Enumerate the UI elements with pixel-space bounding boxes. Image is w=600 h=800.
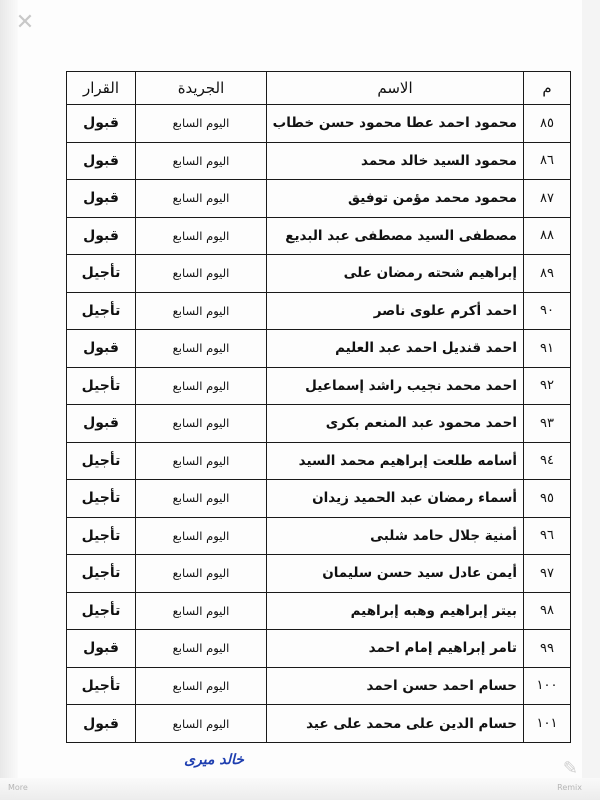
row-decision: تأجيل	[67, 592, 136, 630]
row-newspaper: اليوم السابع	[136, 592, 267, 630]
pencil-icon[interactable]: ✎	[562, 758, 578, 779]
row-newspaper: اليوم السابع	[136, 255, 267, 293]
table-body	[67, 105, 571, 743]
row-name: محمود احمد عطا محمود حسن خطاب	[267, 105, 524, 143]
row-decision: تأجيل	[67, 480, 136, 518]
row-decision: قبول	[67, 405, 136, 443]
table-row	[67, 292, 571, 330]
row-name: أسماء رمضان عبد الحميد زيدان	[267, 480, 524, 518]
table-row	[67, 517, 571, 555]
row-newspaper: اليوم السابع	[136, 667, 267, 705]
table-row	[67, 592, 571, 630]
row-decision: قبول	[67, 630, 136, 668]
table-row	[67, 480, 571, 518]
row-number: ٨٥	[524, 105, 571, 143]
row-newspaper: اليوم السابع	[136, 367, 267, 405]
table-row	[67, 142, 571, 180]
row-newspaper: اليوم السابع	[136, 705, 267, 743]
row-decision: قبول	[67, 142, 136, 180]
more-button[interactable]: More	[8, 783, 28, 792]
row-newspaper: اليوم السابع	[136, 442, 267, 480]
row-name: حسام احمد حسن احمد	[267, 667, 524, 705]
row-number: ٩٣	[524, 405, 571, 443]
row-name: تامر إبراهيم إمام احمد	[267, 630, 524, 668]
row-decision: تأجيل	[67, 667, 136, 705]
row-name: أمنية جلال حامد شلبى	[267, 517, 524, 555]
table-row	[67, 630, 571, 668]
row-decision: قبول	[67, 705, 136, 743]
row-newspaper: اليوم السابع	[136, 517, 267, 555]
right-edge	[582, 0, 600, 800]
row-number: ٩٩	[524, 630, 571, 668]
row-name: أسامه طلعت إبراهيم محمد السيد	[267, 442, 524, 480]
row-number: ٩٤	[524, 442, 571, 480]
row-decision: تأجيل	[67, 442, 136, 480]
signature: خالد ميرى	[184, 752, 244, 768]
row-name: احمد محمد نجيب راشد إسماعيل	[267, 367, 524, 405]
row-newspaper: اليوم السابع	[136, 105, 267, 143]
row-number: ٨٧	[524, 180, 571, 218]
table-row	[67, 442, 571, 480]
row-decision: تأجيل	[67, 555, 136, 593]
table-row	[67, 555, 571, 593]
table-row	[67, 667, 571, 705]
row-name: احمد محمود عبد المنعم بكرى	[267, 405, 524, 443]
table-row	[67, 105, 571, 143]
row-decision: تأجيل	[67, 255, 136, 293]
row-name: احمد قنديل احمد عبد العليم	[267, 330, 524, 368]
row-number: ٩٧	[524, 555, 571, 593]
row-name: بيتر إبراهيم وهبه إبراهيم	[267, 592, 524, 630]
row-number: ٨٦	[524, 142, 571, 180]
row-number: ٨٨	[524, 217, 571, 255]
header-decision: القرار	[67, 72, 136, 105]
row-number: ٩٠	[524, 292, 571, 330]
row-number: ٩٢	[524, 367, 571, 405]
row-newspaper: اليوم السابع	[136, 330, 267, 368]
table-row	[67, 255, 571, 293]
row-decision: قبول	[67, 330, 136, 368]
row-newspaper: اليوم السابع	[136, 405, 267, 443]
row-name: إبراهيم شحته رمضان على	[267, 255, 524, 293]
table-row	[67, 367, 571, 405]
row-newspaper: اليوم السابع	[136, 292, 267, 330]
header-newspaper: الجريدة	[136, 72, 267, 105]
table-row	[67, 180, 571, 218]
row-name: احمد أكرم علوى ناصر	[267, 292, 524, 330]
table-row	[67, 217, 571, 255]
row-number: ١٠٠	[524, 667, 571, 705]
row-number: ١٠١	[524, 705, 571, 743]
row-number: ٨٩	[524, 255, 571, 293]
table-row	[67, 330, 571, 368]
row-number: ٩٥	[524, 480, 571, 518]
table-row	[67, 405, 571, 443]
header-number: م	[524, 72, 571, 105]
results-table	[66, 71, 571, 743]
row-decision: قبول	[67, 217, 136, 255]
row-decision: قبول	[67, 105, 136, 143]
bottom-toolbar	[0, 778, 600, 800]
row-number: ٩٨	[524, 592, 571, 630]
row-decision: تأجيل	[67, 292, 136, 330]
row-name: مصطفى السيد مصطفى عبد البديع	[267, 217, 524, 255]
row-decision: تأجيل	[67, 367, 136, 405]
row-number: ٩٦	[524, 517, 571, 555]
table-row	[67, 705, 571, 743]
row-newspaper: اليوم السابع	[136, 555, 267, 593]
row-newspaper: اليوم السابع	[136, 142, 267, 180]
row-number: ٩١	[524, 330, 571, 368]
row-newspaper: اليوم السابع	[136, 217, 267, 255]
row-newspaper: اليوم السابع	[136, 180, 267, 218]
row-name: محمود السيد خالد محمد	[267, 142, 524, 180]
header-name: الاسم	[267, 72, 524, 105]
row-newspaper: اليوم السابع	[136, 480, 267, 518]
row-name: أيمن عادل سيد حسن سليمان	[267, 555, 524, 593]
row-name: حسام الدين على محمد على عيد	[267, 705, 524, 743]
row-name: محمود محمد مؤمن توفيق	[267, 180, 524, 218]
row-decision: تأجيل	[67, 517, 136, 555]
row-decision: قبول	[67, 180, 136, 218]
left-edge	[0, 0, 18, 800]
remix-button[interactable]: Remix	[557, 783, 582, 792]
row-newspaper: اليوم السابع	[136, 630, 267, 668]
close-icon[interactable]: ✕	[15, 10, 35, 35]
table-header-row	[67, 72, 571, 105]
